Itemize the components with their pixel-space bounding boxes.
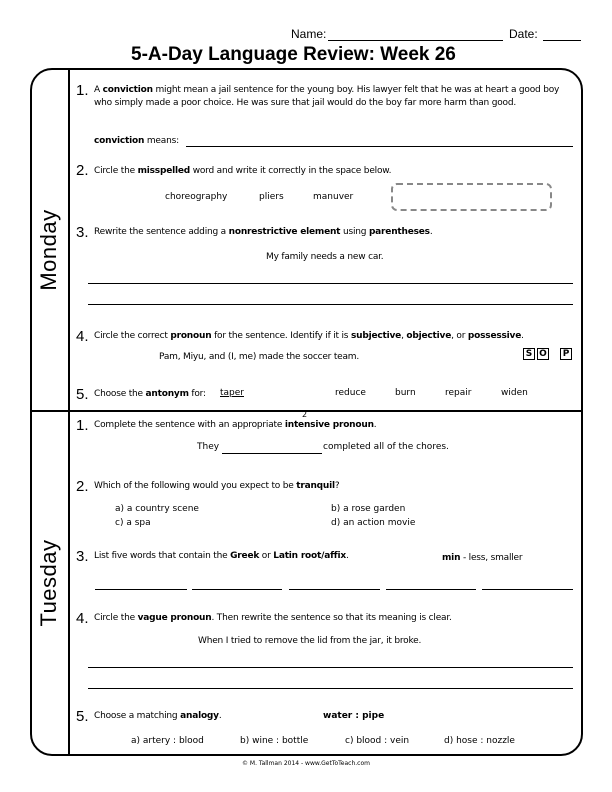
date-line[interactable] [543, 40, 581, 41]
mon-q2-answer-box[interactable] [391, 183, 552, 211]
tue-q2-option[interactable]: a) a country scene [115, 504, 199, 514]
mon-q5-option[interactable]: widen [501, 388, 528, 398]
name-label: Name: [291, 27, 327, 41]
mon-q4-number: 4. [76, 328, 89, 345]
mon-q3-sentence: My family needs a new car. [266, 252, 384, 262]
tue-q3-root: min - less, smaller [442, 553, 523, 563]
mon-q2-word[interactable]: manuver [313, 192, 354, 202]
mon-q2-text: Circle the misspelled word and write it correctly in the space below. [94, 166, 392, 176]
tue-q5-text: Choose a matching analogy. [94, 711, 222, 721]
stray-mark: 2 [302, 410, 308, 419]
tue-q2-option[interactable]: b) a rose garden [331, 504, 406, 514]
mon-q3-answer-line[interactable] [88, 283, 573, 284]
day-label-tuesday: Tuesday [36, 539, 61, 627]
mon-q1-answer-line[interactable] [186, 146, 573, 147]
tue-q1-text: Complete the sentence with an appropriate intensive pronoun. [94, 420, 377, 430]
mon-q2-word[interactable]: pliers [259, 192, 284, 202]
copyright-footer: © M. Tallman 2014 - www.GetToTeach.com [242, 760, 370, 767]
mon-q4-box-objective[interactable]: O [537, 348, 549, 360]
tue-q3-answer-line[interactable] [192, 589, 282, 590]
tue-q3-answer-line[interactable] [95, 589, 187, 590]
mon-q5-text: Choose the antonym for: [94, 389, 206, 399]
tue-q3-answer-line[interactable] [482, 589, 573, 590]
mon-q2-number: 2. [76, 162, 89, 179]
tue-q5-option[interactable]: d) hose : nozzle [444, 736, 515, 746]
tue-q1-blank[interactable] [222, 453, 322, 454]
mon-q5-number: 5. [76, 386, 89, 403]
tue-q3-text: List five words that contain the Greek or Latin root/affix. [94, 551, 349, 561]
tue-q3-answer-line[interactable] [289, 589, 380, 590]
mon-q5-target-word: taper [220, 388, 244, 398]
mon-q1-text: A conviction might mean a jail sentence for the young boy. His lawyer felt that he was at heart a good boy who simply made a poor choice. He was sure that jail would do the boy far more harm than good. [94, 85, 560, 108]
mon-q3-text: Rewrite the sentence adding a nonrestrictive element using parentheses. [94, 227, 433, 237]
date-label: Date: [509, 27, 538, 41]
tue-q4-number: 4. [76, 610, 89, 627]
tue-q5-number: 5. [76, 708, 89, 725]
tue-q3-number: 3. [76, 548, 89, 565]
mon-q4-box-subjective[interactable]: S [523, 348, 535, 360]
mon-q5-option[interactable]: burn [395, 388, 416, 398]
tue-q4-sentence: When I tried to remove the lid from the jar, it broke. [198, 636, 422, 646]
mon-q4-sentence: Pam, Miyu, and (I, me) made the soccer team. [159, 352, 360, 362]
tue-q1-number: 1. [76, 417, 89, 434]
tue-q2-number: 2. [76, 478, 89, 495]
mon-q4-box-possessive[interactable]: P [560, 348, 572, 360]
mon-q1-means: conviction means: [94, 136, 179, 146]
tue-q5-option[interactable]: b) wine : bottle [240, 736, 309, 746]
mon-q2-word[interactable]: choreography [165, 192, 228, 202]
name-line[interactable] [328, 40, 503, 41]
tue-q1-sentence-start: They [197, 442, 220, 452]
mon-q3-answer-line[interactable] [88, 304, 573, 305]
page-title: 5-A-Day Language Review: Week 26 [131, 44, 456, 65]
mon-q3-number: 3. [76, 224, 89, 241]
tue-q5-analogy: water : pipe [323, 711, 385, 721]
day-column-divider [68, 70, 70, 754]
tue-q1-sentence-end: completed all of the chores. [323, 442, 449, 452]
mon-q5-option[interactable]: reduce [335, 388, 366, 398]
tue-q3-answer-line[interactable] [386, 589, 476, 590]
tue-q2-option[interactable]: c) a spa [115, 518, 151, 528]
day-label-monday: Monday [36, 209, 61, 291]
tue-q4-answer-line[interactable] [88, 667, 573, 668]
mon-q1-number: 1. [76, 82, 89, 99]
tue-q4-answer-line[interactable] [88, 688, 573, 689]
tue-q2-text: Which of the following would you expect to be tranquil? [94, 481, 340, 491]
mon-q4-text: Circle the correct pronoun for the sentence. Identify if it is subjective, objective, or possessive. [94, 331, 524, 341]
tue-q5-option[interactable]: a) artery : blood [131, 736, 204, 746]
tue-q5-option[interactable]: c) blood : vein [345, 736, 410, 746]
tue-q4-text: Circle the vague pronoun. Then rewrite the sentence so that its meaning is clear. [94, 613, 452, 623]
mon-q5-option[interactable]: repair [445, 388, 472, 398]
tue-q2-option[interactable]: d) an action movie [331, 518, 416, 528]
